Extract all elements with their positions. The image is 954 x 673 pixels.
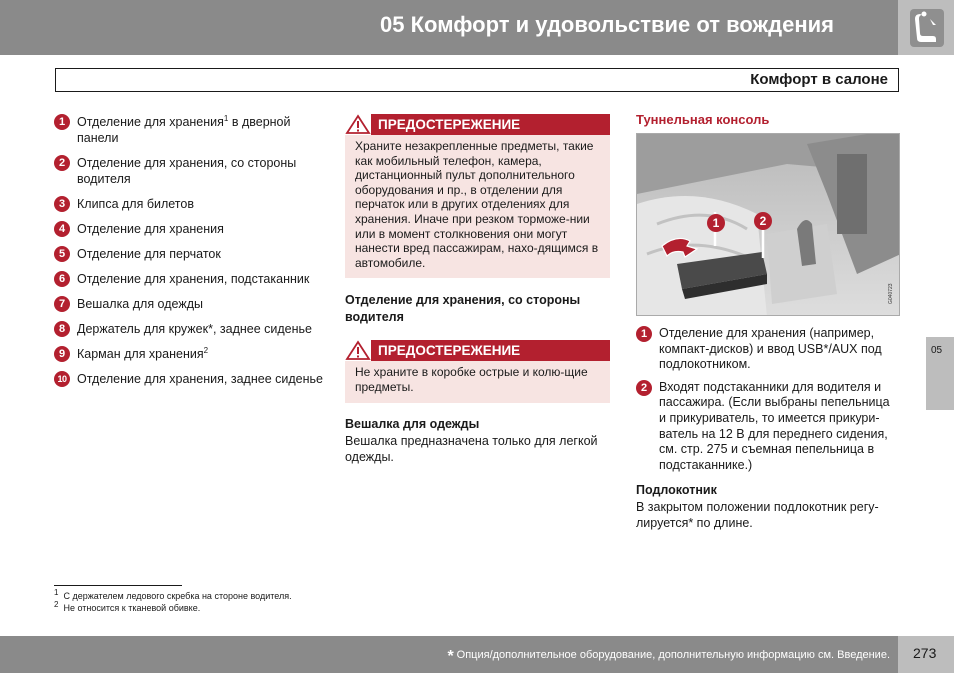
section-header: [55, 68, 899, 92]
list-item-text: Входят подстаканники для водителя и пассажира. (Если выбраны пепельница и прикуриватель, то имеется прикури-ватель на 12 В для переднего сидения, см. стр. 275 и съемная пепельница в подстаканнике.): [659, 379, 890, 472]
number-badge: 5: [54, 246, 70, 262]
warning-text: Не храните в коробке острые и колю-щие предметы.: [345, 361, 610, 402]
right-column: [636, 112, 900, 531]
list-item: [54, 271, 324, 287]
number-badge: 2: [54, 155, 70, 171]
driver-side-heading: Отделение для хранения, со стороны водителя: [345, 293, 581, 325]
tunnel-console-photo: [636, 133, 900, 316]
number-badge: 10: [54, 371, 70, 387]
list-item-text: Отделение для хранения, заднее сиденье: [77, 372, 323, 386]
footer-note: * Опция/дополнительное оборудование, дополнительную информацию см. Введение.: [447, 648, 890, 665]
warning-title: ПРЕДОСТЕРЕЖЕНИЕ: [378, 117, 521, 132]
warning-header: [345, 340, 610, 361]
number-badge: 1: [54, 114, 70, 130]
list-item: [54, 371, 324, 387]
list-item: [54, 246, 324, 262]
list-item: [636, 380, 900, 474]
photo-code: G040723: [888, 283, 894, 304]
list-item-text: Держатель для кружек*, заднее сиденье: [77, 322, 313, 336]
footer-bar: [0, 636, 898, 673]
list-item: [54, 346, 324, 362]
warning-triangle-icon: [345, 340, 371, 361]
list-item-text: Вешалка для одежды: [77, 297, 203, 311]
warning-title: ПРЕДОСТЕРЕЖЕНИЕ: [378, 343, 521, 359]
list-item-text: Клипса для билетов: [77, 197, 194, 211]
page-number: 273: [913, 645, 937, 661]
list-item: [54, 155, 324, 187]
chapter-tab-label: 05: [931, 345, 943, 356]
header-bar: [0, 0, 898, 55]
tunnel-heading: Туннельная консоль: [636, 112, 770, 127]
list-item-text: Отделение для хранения, со стороны водителя: [77, 156, 297, 186]
number-badge: 9: [54, 346, 70, 362]
storage-list: [54, 114, 324, 396]
number-badge: 4: [54, 221, 70, 237]
list-item-text: Отделение для хранения (например, компакт-дисков) и ввод USB*/AUX под подлокотником.: [659, 326, 882, 372]
list-item: [54, 321, 324, 337]
page-number-box: [898, 636, 954, 673]
number-badge: 7: [54, 296, 70, 312]
number-badge: 2: [636, 380, 652, 396]
list-item: [54, 221, 324, 237]
number-badge: 8: [54, 321, 70, 337]
footnote: $^1$ С держателем ледового скребка на стороне водителя.: [54, 588, 292, 601]
hanger-heading: Вешалка для одежды: [345, 416, 480, 431]
list-item: [636, 326, 900, 373]
section-title: Комфорт в салоне: [750, 71, 888, 88]
hanger-text: Вешалка предназначена только для легкой одежды.: [345, 433, 598, 464]
chapter-title: 05 Комфорт и удовольствие от вождения: [380, 12, 834, 37]
middle-column: [345, 114, 610, 465]
seat-icon: [910, 9, 944, 47]
warning-text: Храните незакрепленные предметы, такие как мобильный телефон, камера, дистанционный пульт дополнительного оборудования и пр., в отделении для перчаток или в других отделениях для хранения. Иначе при резком торможе-нии или в момент столкновения они могут нанести вред пассажирам, нахо-дящимся в автомобиле.: [345, 135, 610, 278]
footnote: $^2$ Не относится к тканевой обивке.: [54, 600, 201, 613]
list-item: [54, 114, 324, 146]
callout-1: 1: [707, 214, 725, 232]
number-badge: 6: [54, 271, 70, 287]
list-item-text: Отделение для хранения$^1$ в дверной панели: [77, 113, 291, 145]
header-icon-box: [898, 0, 954, 55]
option-star: *: [447, 648, 454, 665]
list-item-text: Отделение для перчаток: [77, 247, 221, 261]
footnotes: [54, 590, 292, 614]
number-badge: 3: [54, 196, 70, 212]
number-badge: 1: [636, 326, 652, 342]
warning-triangle-icon: [345, 114, 371, 135]
warning-header: [345, 114, 610, 135]
list-item: [54, 196, 324, 212]
list-item-text: Карман для хранения$^2$: [77, 345, 209, 361]
list-item-text: Отделение для хранения: [77, 222, 224, 236]
list-item-text: Отделение для хранения, подстаканник: [77, 272, 310, 286]
list-item: [54, 296, 324, 312]
chapter-side-tab: [926, 337, 954, 410]
armrest-heading: Подлокотник: [636, 483, 717, 498]
footnote-divider: [54, 585, 182, 586]
armrest-text: В закрытом положении подлокотник регу-лируется* по длине.: [636, 500, 879, 531]
callout-2: 2: [754, 212, 772, 230]
